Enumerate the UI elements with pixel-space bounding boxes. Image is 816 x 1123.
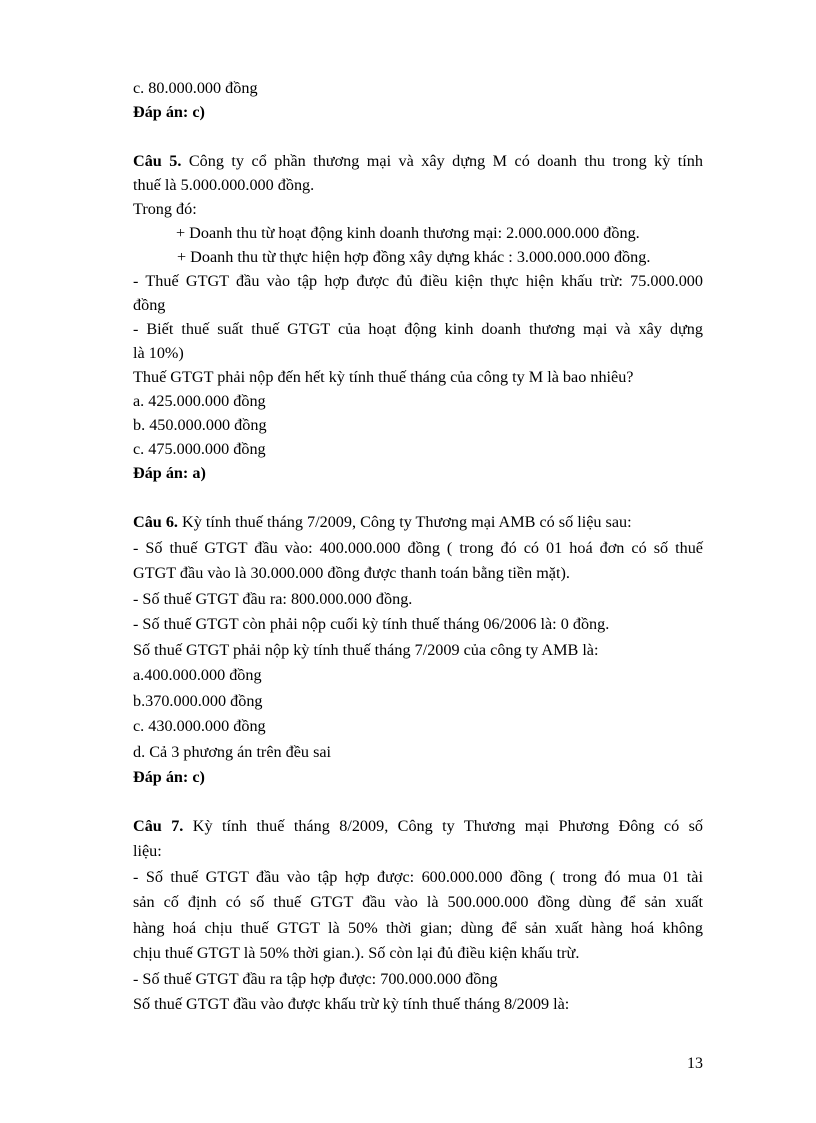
q5-trong-do: Trong đó: (133, 200, 197, 218)
q6-intro: Câu 6. Kỳ tính thuế tháng 7/2009, Công ty Thương mại AMB có số liệu sau: (133, 513, 632, 531)
q5-item2: + Doanh thu từ thực hiện hợp đồng xây dựng khác : 3.000.000.000 đồng. (177, 248, 651, 266)
q5-option-c: c. 475.000.000 đồng (133, 440, 266, 458)
q7-output: - Số thuế GTGT đầu ra tập hợp được: 700.000.000 đồng (133, 969, 498, 988)
q5-vat-in-line2: đồng (133, 296, 166, 314)
q5-question: Thuế GTGT phải nộp đến hết kỳ tính thuế tháng của công ty M là bao nhiêu? (133, 368, 634, 386)
q6-option-b: b.370.000.000 đồng (133, 691, 263, 710)
q6-label: Câu 6. (133, 513, 178, 531)
q7-input-line3: hàng hoá chịu thuế GTGT là 50% thời gian; dùng để sản xuất hàng hoá không (133, 918, 703, 937)
q5-rate-line2: là 10%) (133, 344, 184, 362)
q7-label: Câu 7. (133, 816, 184, 835)
page-number: 13 (687, 1055, 703, 1072)
q7-intro-line2: liệu: (133, 842, 162, 860)
q5-intro-line1: Câu 5. Công ty cổ phần thương mại và xây dựng M có doanh thu trong kỳ tính (133, 152, 703, 170)
q7-question: Số thuế GTGT đầu vào được khấu trừ kỳ tính thuế tháng 8/2009 là: (133, 995, 570, 1013)
document-page (133, 76, 703, 1018)
q7-input-line1: - Số thuế GTGT đầu vào tập hợp được: 600.000.000 đồng ( trong đó mua 01 tài (133, 867, 703, 886)
q5-rate-line1: - Biết thuế suất thuế GTGT của hoạt động kinh doanh thương mại và xây dựng (133, 320, 703, 338)
q6-option-d: d. Cả 3 phương án trên đều sai (133, 742, 332, 761)
q5-vat-in-line1: - Thuế GTGT đầu vào tập hợp được đủ điều kiện thực hiện khấu trừ: 75.000.000 (133, 272, 703, 290)
q6-remaining: - Số thuế GTGT còn phải nộp cuối kỳ tính thuế tháng 06/2006 là: 0 đồng. (133, 615, 610, 633)
q5-intro-line2: thuế là 5.000.000.000 đồng. (133, 176, 315, 194)
q5-option-b: b. 450.000.000 đồng (133, 416, 267, 434)
q5-option-a: a. 425.000.000 đồng (133, 392, 266, 410)
q6-answer: Đáp án: c) (133, 768, 205, 786)
q7-input-line4: chịu thuế GTGT là 50% thời gian.). Số còn lại đủ điều kiện khấu trừ. (133, 944, 580, 962)
q5-item1: + Doanh thu từ hoạt động kinh doanh thương mại: 2.000.000.000 đồng. (176, 224, 640, 242)
q6-question: Số thuế GTGT phải nộp kỳ tính thuế tháng 7/2009 của công ty AMB là: (133, 640, 599, 659)
answer-prev: Đáp án: c) (133, 103, 205, 121)
q6-input-line2: GTGT đầu vào là 30.000.000 đồng được thanh toán bằng tiền mặt). (133, 564, 570, 582)
q6-option-a: a.400.000.000 đồng (133, 666, 262, 684)
q5-answer: Đáp án: a) (133, 464, 206, 482)
q6-output: - Số thuế GTGT đầu ra: 800.000.000 đồng. (133, 589, 413, 608)
q7-intro-line1: Câu 7. Kỳ tính thuế tháng 8/2009, Công ty Thương mại Phương Đông có số (133, 816, 703, 835)
q6-input-line1: - Số thuế GTGT đầu vào: 400.000.000 đồng ( trong đó có 01 hoá đơn có số thuế (133, 538, 703, 557)
option-c-prev: c. 80.000.000 đồng (133, 79, 258, 97)
q6-option-c: c. 430.000.000 đồng (133, 717, 266, 735)
q7-input-line2: sản cố định có số thuế GTGT đầu vào là 500.000.000 đồng dùng để sản xuất (133, 893, 703, 911)
q5-label: Câu 5. (133, 152, 182, 170)
